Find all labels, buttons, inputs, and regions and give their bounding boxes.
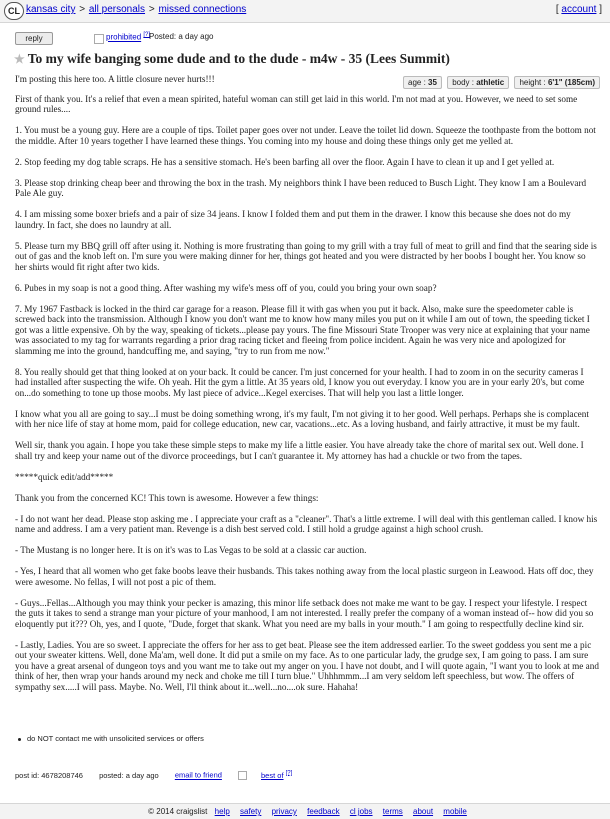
post-paragraph: - The Mustang is no longer here. It is on it's was to Las Vegas to be sold at a classic car auction.	[15, 545, 367, 555]
post-paragraph: 6. Pubes in my soap is not a good thing. After washing my wife's mess off of you, could you bring your own soap?	[15, 282, 437, 293]
reply-button[interactable]: reply	[15, 32, 53, 45]
breadcrumb-kansas-city[interactable]: kansas city	[26, 4, 76, 15]
prohibited-link[interactable]: prohibited	[106, 32, 142, 42]
post-paragraph: Thank you from the concerned KC! This town is awesome. However a few things:	[15, 492, 319, 503]
post-paragraph: 1. You must be a young guy. Here are a couple of tips. Toilet paper goes over not under. Leave the toilet lid down. Squeeze the toothpaste from the bottom not the middle. After 10 years together I have learned these things. You coming into my house and doing these things only get me yelled at.	[15, 125, 596, 146]
top-bar	[0, 0, 610, 23]
footer-link-safety[interactable]: safety	[240, 807, 262, 816]
post-footer-posted: posted: a day ago	[99, 770, 159, 780]
post-notices	[18, 734, 204, 743]
footer-link-cl-jobs[interactable]: cl jobs	[349, 807, 373, 816]
footer-link-terms[interactable]: terms	[382, 807, 403, 816]
post-paragraph: 2. Stop feeding my dog table scraps. He has a sensitive stomach. He's been barfing all over the floor. Again I have to clean it up and I get yelled at.	[15, 156, 555, 167]
notice-text: do NOT contact me with unsolicited services or offers	[27, 734, 204, 743]
post-paragraph: - Yes, I heard that all women who get fake boobs leave their husbands. This takes nothing away from the local plastic surgeon in Leawood. Hats off doc, they were awesome. No fellas, I will not post a pic of them.	[15, 566, 594, 587]
post-paragraph: First of thank you. It's a relief that even a mean spirited, hateful woman can still get laid in this world. I'm not mad at you. However, we need to set some ground rules....	[15, 93, 578, 114]
best-of-checkbox[interactable]	[238, 771, 247, 780]
post-paragraph: 7. My 1967 Fastback is locked in the third car garage for a reason. Please fill it with gas when you put it back. Also, make sure the speedometer cable is screwed back into the transmission. Although I know you don't want me to know how many miles you put on it while I am out of town, the speeding ticket I got was a little expensive. Oh by the way, speaking of tickets...please pay yours. The fine Missouri State Trooper was very nice at explaining that your name was associated to my tag for warrants regarding a prior drag racing ticket and fleeing from police incident. Again he was very nice and apologized for slamming me into the ground, handcuffing me, and saying, "try to run from me now."	[15, 303, 590, 356]
post-paragraph: I'm posting this here too. A little closure never hurts!!!	[15, 74, 215, 84]
footer-link-feedback[interactable]: feedback	[307, 807, 340, 816]
post-title-row	[14, 51, 604, 67]
favorite-star-icon[interactable]: ★	[14, 52, 25, 66]
site-footer	[0, 803, 610, 819]
prohibited-flag-checkbox[interactable]	[94, 34, 104, 44]
breadcrumb-all-personals[interactable]: all personals	[88, 4, 146, 15]
post-paragraph: - Guys...Fellas...Although you may think your pecker is amazing, this minor life setback does not make me want to be gay. I respect your lifestyle. I respect the guts it takes to send a strange man your picture of your manhood, I am not interested. I really prefer the company of a woman instead of-- how did you so eloquently put it??? Oh, yes, and I quote, "Dude, forget that skank. What you need are my balls in your mouth." I am going to respectfully decline kind sir.	[15, 597, 594, 629]
account-area: [ account ]	[555, 4, 602, 15]
post-paragraph: Well sir, thank you again. I hope you take these simple steps to make my life a little easier. You have already take the chore of marital sex out. Well done. I shall try and keep your name out of the divorce proceedings, but I can't guarantee it. My attorney has had a chuckle or two from the tapes.	[15, 440, 584, 461]
account-link[interactable]: account	[561, 4, 597, 15]
post-title: To my wife banging some dude and to the dude - m4w - 35 (Lees Summit)	[27, 51, 450, 66]
email-to-friend-link[interactable]: email to friend	[174, 770, 222, 780]
footer-link-mobile[interactable]: mobile	[443, 807, 467, 816]
best-of-link[interactable]: best of	[261, 770, 284, 780]
footer-link-about[interactable]: about	[413, 807, 434, 816]
post-paragraph: - Lastly, Ladies. You are so sweet. I appreciate the offers for her ass to get beat. Please see the item addressed earlier. To the sweet goddess you sent me a pic out your sweater kittens. Well, done Ma'am, well done. It did put a smile on my face. As to one particular lady, the grudge sex, I am going to pass. I am sure you have a great arsenal of dungeon toys and you want me to take out my anger on you. I have not doubt, and I will quote again, "I want you to look at me and think of her, then wrap your hands around my neck and choke me till I turn blue." Uhhhmmm...I am very seldom left speechless, but wow. The offers of sympathy sex.....I will pass. Maybe. No. Well, I'll think about it...well...no....ok sure. Hahaha!	[15, 639, 599, 692]
attribute-age: age : 35	[403, 76, 442, 89]
attribute-body: body : athletic	[447, 76, 509, 89]
post-paragraph: 5. Please turn my BBQ grill off after using it. Nothing is more frustrating than going to my grill with a tray full of meat to grill and find that the searing side is out of gas and the knob left on. I'm sure you were making dinner for her, things got heated and you were distracted by her boobs I bought her. You know so her shirts would fit right after two kids.	[15, 240, 597, 272]
post-body	[15, 74, 599, 703]
attribute-height: height : 6'1" (185cm)	[514, 76, 600, 89]
post-paragraph: 4. I am missing some boxer briefs and a pair of size 34 jeans. I know I folded them and put them in the drawer. I know this because she does not do my laundry. In fact, she does no laundry at all.	[15, 209, 571, 230]
breadcrumb	[26, 4, 246, 15]
copyright: © 2014 craigslist	[148, 807, 208, 816]
post-paragraph: 8. You really should get that thing looked at on your back. It could be cancer. I'm just concerned for your health. I had to zoom in on the security cameras I had installed after suspecting the wife. Oh yeah. Hit the gym a little. At 35 years old, I know you out everyday. I know you are in your early 20's, but come on...do something to tone up those moobs. My last piece of advice...Kegel exercises. That will help you last a little longer.	[15, 366, 585, 398]
bullet-icon	[18, 738, 21, 741]
post-paragraph: *****quick edit/add*****	[15, 471, 114, 482]
prohibited-help-link[interactable]: [?]	[143, 32, 151, 38]
breadcrumb-separator: >	[79, 4, 86, 15]
post-paragraph: 3. Please stop drinking cheap beer and throwing the box in the trash. My neighbors think I have been reduced to Busch Light. They know I am a Boulevard Pale Ale guy.	[15, 177, 587, 198]
breadcrumb-separator: >	[148, 4, 155, 15]
prohibited-flag	[106, 32, 150, 42]
breadcrumb-missed-connections[interactable]: missed connections	[158, 4, 247, 15]
best-of-area	[238, 771, 292, 780]
post-paragraph: I know what you all are going to say...I must be doing something wrong, it's my fault, I'm not giving it to her good. Well perhaps. Perhaps she is complacent with her nice life of stay at home mom, paid for college education, new car, vacations...etc. As a loving husband, and fairly attractive, it must be my fault.	[15, 408, 589, 429]
footer-link-help[interactable]: help	[214, 807, 230, 816]
craigslist-logo[interactable]: CL	[4, 2, 24, 20]
best-of-help-link[interactable]: [?]	[285, 770, 293, 776]
post-footer	[15, 770, 306, 780]
posted-date: Posted: a day ago	[149, 32, 214, 41]
footer-link-privacy[interactable]: privacy	[271, 807, 297, 816]
post-paragraph: - I do not want her dead. Please stop asking me . I appreciate your craft as a "cleaner". That's a little extreme. I will deal with this gentleman called. I know his name and address. I am a very patient man. Revenge is a dish best served cold. I still hold a grudge against a high school crush.	[15, 513, 598, 534]
post-id: post id: 4678208746	[15, 770, 83, 780]
